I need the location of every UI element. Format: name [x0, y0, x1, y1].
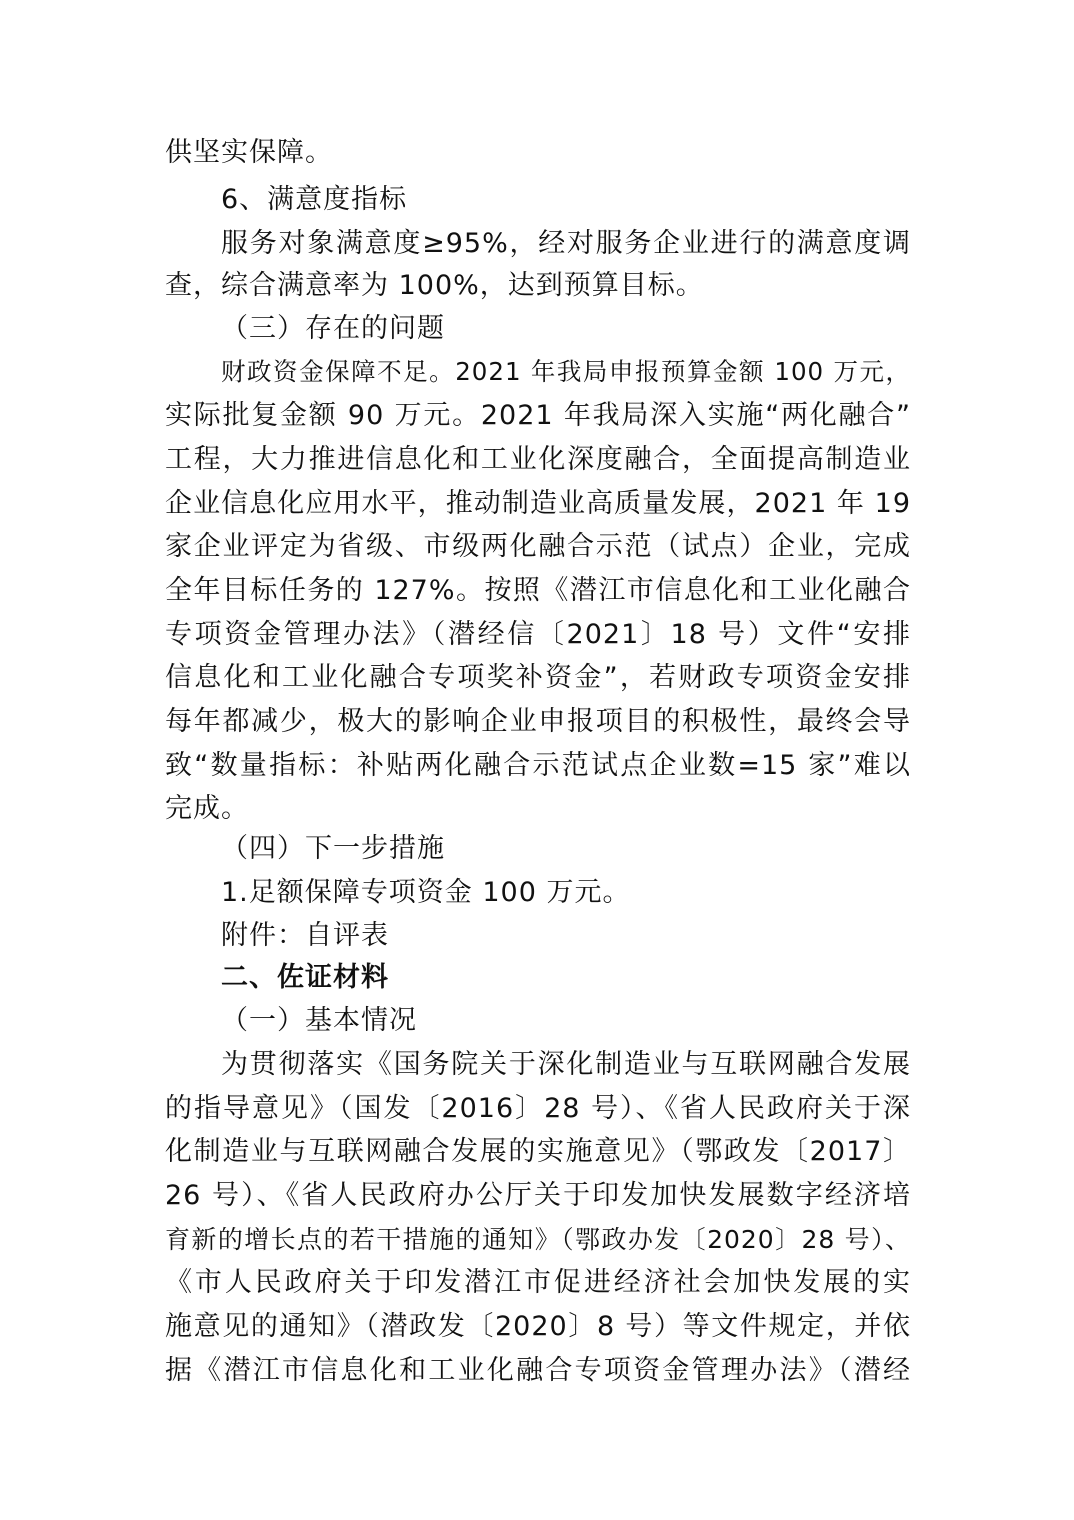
- paragraph-line: 完成。: [165, 793, 249, 824]
- paragraph-line: 财政资金保障不足。2021 年我局申报预算金额 100 万元，: [221, 357, 911, 386]
- section-heading: （一）基本情况: [221, 1005, 417, 1036]
- paragraph-line: 《市人民政府关于印发潜江市促进经济社会加快发展的实: [165, 1267, 911, 1298]
- paragraph-line: 企业信息化应用水平，推动制造业高质量发展，2021 年 19: [165, 488, 911, 519]
- paragraph-line: 供坚实保障。: [165, 137, 333, 168]
- paragraph-line: 工程，大力推进信息化和工业化深度融合，全面提高制造业: [165, 444, 911, 475]
- paragraph-line: 服务对象满意度≥95%，经对服务企业进行的满意度调: [221, 228, 911, 259]
- paragraph-line: 育新的增长点的若干措施的通知》（鄂政办发〔2020〕28 号）、: [165, 1225, 911, 1254]
- paragraph-line: 每年都减少，极大的影响企业申报项目的积极性，最终会导: [165, 706, 911, 737]
- paragraph-line: 据《潜江市信息化和工业化融合专项资金管理办法》（潜经: [165, 1355, 911, 1386]
- paragraph-line: 的指导意见》（国发〔2016〕28 号）、《省人民政府关于深: [165, 1093, 911, 1124]
- paragraph-line: 全年目标任务的 127%。按照《潜江市信息化和工业化融合: [165, 575, 911, 606]
- attachment-note: 附件：自评表: [221, 920, 389, 951]
- paragraph-line: 致“数量指标：补贴两化融合示范试点企业数=15 家”难以: [165, 750, 911, 781]
- section-heading: 二、佐证材料: [221, 962, 389, 993]
- paragraph-line: 查，综合满意率为 100%，达到预算目标。: [165, 270, 704, 301]
- section-heading: （三）存在的问题: [221, 313, 445, 344]
- paragraph-line: 实际批复金额 90 万元。2021 年我局深入实施“两化融合”: [165, 400, 911, 431]
- paragraph-line: 家企业评定为省级、市级两化融合示范（试点）企业，完成: [165, 531, 911, 562]
- paragraph-line: 为贯彻落实《国务院关于深化制造业与互联网融合发展: [221, 1049, 911, 1080]
- paragraph-line: 化制造业与互联网融合发展的实施意见》（鄂政发〔2017〕: [165, 1136, 911, 1167]
- section-heading: 6、满意度指标: [221, 184, 408, 215]
- paragraph-line: 26 号）、《省人民政府办公厅关于印发加快发展数字经济培: [165, 1180, 911, 1211]
- section-heading: （四）下一步措施: [221, 833, 445, 864]
- paragraph-line: 信息化和工业化融合专项奖补资金”，若财政专项资金安排: [165, 662, 911, 693]
- paragraph-line: 施意见的通知》（潜政发〔2020〕8 号）等文件规定，并依: [165, 1311, 911, 1342]
- paragraph-line: 专项资金管理办法》（潜经信〔2021〕18 号）文件“安排: [165, 619, 911, 650]
- list-item: 1.足额保障专项资金 100 万元。: [221, 877, 631, 908]
